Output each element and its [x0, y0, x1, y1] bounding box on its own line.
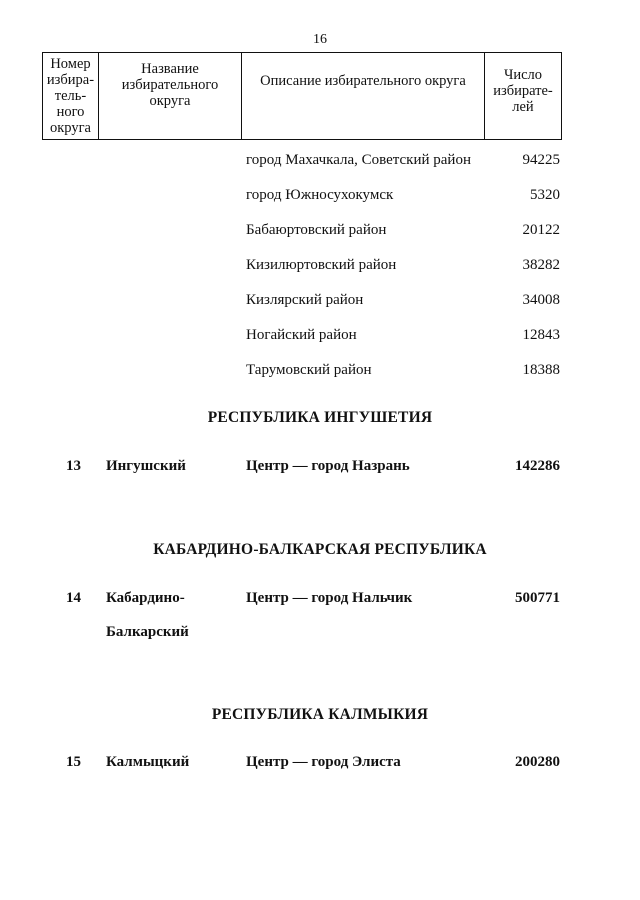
area-voters: 5320: [530, 187, 560, 203]
area-voters: 20122: [522, 222, 560, 238]
area-name: Тарумовский район: [246, 362, 372, 378]
area-voters: 12843: [522, 327, 560, 343]
area-name: Кизлярский район: [246, 292, 364, 308]
district-voters: 500771: [515, 590, 560, 606]
area-name: город Махачкала, Советский район: [246, 152, 471, 168]
header-voter-count: Число избирате- лей: [493, 67, 553, 115]
area-voters: 38282: [522, 257, 560, 273]
district-number: 15: [66, 754, 81, 770]
header-district-description: Описание избирательного округа: [242, 53, 485, 139]
district-name: Ингушский: [106, 458, 186, 474]
section-heading: РЕСПУБЛИКА ИНГУШЕТИЯ: [207, 409, 433, 426]
district-number: 14: [66, 590, 81, 606]
page-number: 16: [313, 32, 327, 47]
district-description: Центр — город Назрань: [246, 458, 410, 474]
section-heading: РЕСПУБЛИКА КАЛМЫКИЯ: [211, 706, 429, 723]
area-name: Кизилюртовский район: [246, 257, 397, 273]
area-name: Ногайский район: [246, 327, 357, 343]
area-voters: 18388: [522, 362, 560, 378]
area-voters: 34008: [522, 292, 560, 308]
district-voters: 142286: [515, 458, 560, 474]
district-number: 13: [66, 458, 81, 474]
header-district-name: Название избирательного округа: [99, 53, 242, 139]
area-name: город Южносухокумск: [246, 187, 394, 203]
area-name: Бабаюртовский район: [246, 222, 387, 238]
section-heading: КАБАРДИНО-БАЛКАРСКАЯ РЕСПУБЛИКА: [153, 541, 487, 558]
area-voters: 94225: [522, 152, 560, 168]
district-name-line2: Балкарский: [106, 624, 189, 640]
district-name: Калмыцкий: [106, 754, 190, 770]
district-description: Центр — город Элиста: [246, 754, 401, 770]
table-header: [42, 52, 562, 140]
header-district-number: Номер избира- тель- ного округа: [43, 53, 99, 139]
district-voters: 200280: [515, 754, 560, 770]
district-description: Центр — город Нальчик: [246, 590, 413, 606]
district-name: Кабардино-: [106, 590, 185, 606]
